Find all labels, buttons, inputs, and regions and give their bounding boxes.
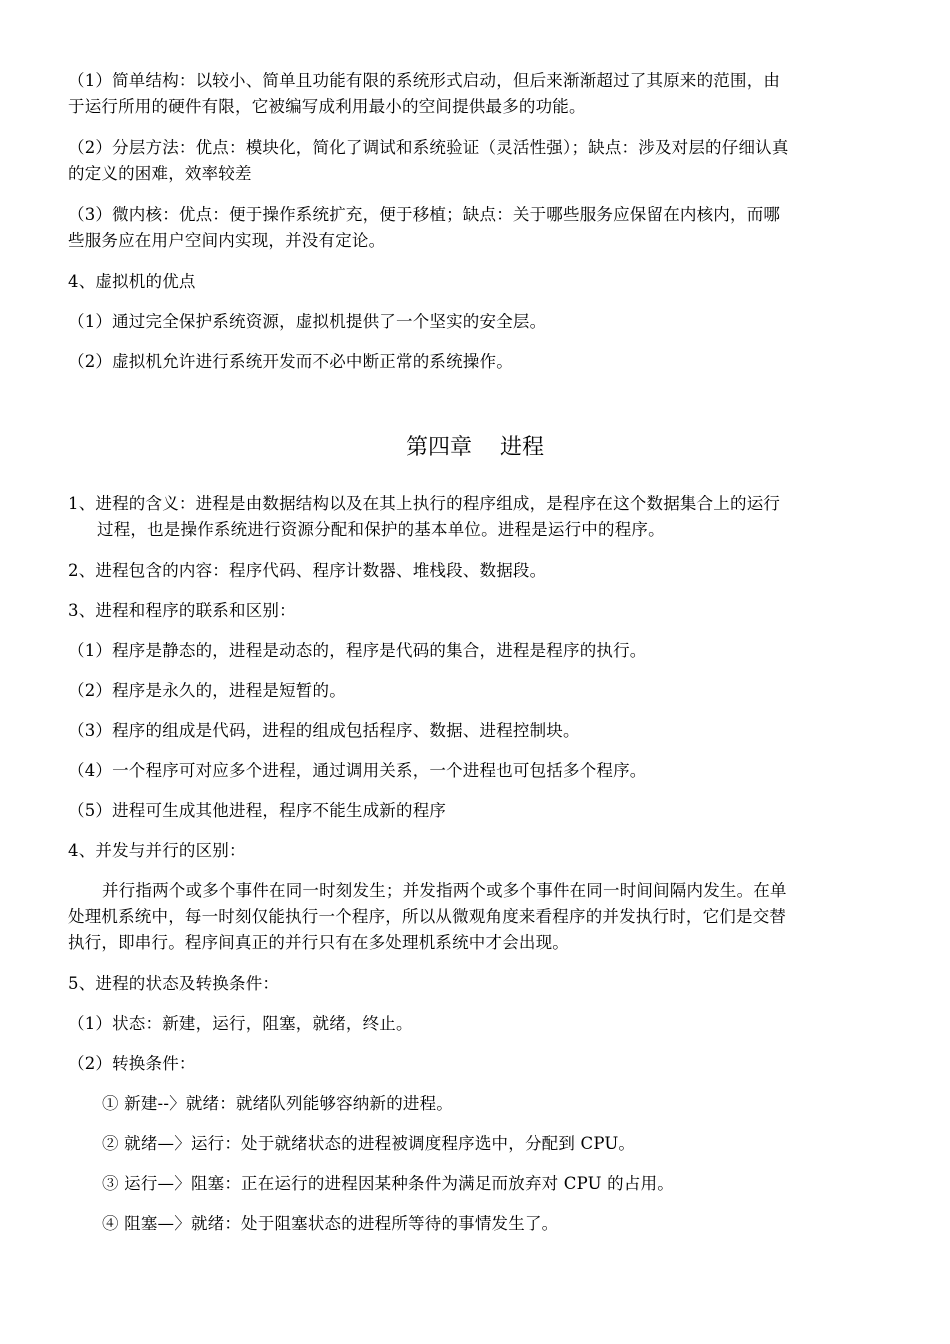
vm-advantage-2: （2）虚拟机允许进行系统开发而不必中断正常的系统操作。 [68, 352, 513, 371]
os-structure-simple-line2: 于运行所用的硬件有限，它被编写成利用最小的空间提供最多的功能。 [68, 97, 586, 116]
process-states-list: （1）状态：新建，运行，阻塞，就绪，终止。 [68, 1014, 413, 1033]
process-vs-program-2: （2）程序是永久的，进程是短暂的。 [68, 681, 346, 700]
vm-advantages-heading: 4、虚拟机的优点 [68, 272, 196, 291]
transition-blocked-ready: ④ 阻塞—〉就绪：处于阻塞状态的进程所等待的事情发生了。 [102, 1214, 559, 1233]
process-vs-program-5: （5）进程可生成其他进程，程序不能生成新的程序 [68, 801, 447, 820]
os-structure-microkernel-line2: 些服务应在用户空间内实现，并没有定论。 [68, 231, 386, 250]
os-structure-layered-line1: （2）分层方法：优点：模块化，简化了调试和系统验证（灵活性强）；缺点：涉及对层的仔细认真 [68, 138, 789, 157]
process-definition-line1: 1、进程的含义：进程是由数据结构以及在其上执行的程序组成，是程序在这个数据集合上的运行 [68, 494, 781, 513]
transition-new-ready: ① 新建--〉就绪：就绪队列能够容纳新的进程。 [102, 1094, 453, 1113]
vm-advantage-1: （1）通过完全保护系统资源，虚拟机提供了一个坚实的安全层。 [68, 312, 547, 331]
os-structure-layered-line2: 的定义的困难，效率较差 [68, 164, 252, 183]
chapter-name: 进程 [500, 435, 545, 460]
chapter-number: 第四章 [405, 435, 472, 460]
process-vs-program-4: （4）一个程序可对应多个进程，通过调用关系，一个进程也可包括多个程序。 [68, 761, 647, 780]
transition-running-blocked: ③ 运行—〉阻塞：正在运行的进程因某种条件为满足而放弃对 CPU 的占用。 [102, 1174, 674, 1193]
os-structure-simple-line1: （1）简单结构：以较小、简单且功能有限的系统形式启动，但后来渐渐超过了其原来的范围，由 [68, 71, 781, 90]
os-structure-microkernel-line1: （3）微内核：优点：便于操作系统扩充，便于移植；缺点：关于哪些服务应保留在内核内，而哪 [68, 205, 781, 224]
concurrency-paragraph-line3: 执行，即串行。程序间真正的并行只有在多处理机系统中才会出现。 [68, 933, 569, 952]
process-states-heading: 5、进程的状态及转换条件： [68, 974, 280, 993]
process-vs-program-1: （1）程序是静态的，进程是动态的，程序是代码的集合，进程是程序的执行。 [68, 641, 647, 660]
transition-ready-running: ② 就绪—〉运行：处于就绪状态的进程被调度程序选中，分配到 CPU。 [102, 1134, 636, 1153]
process-contents: 2、进程包含的内容：程序代码、程序计数器、堆栈段、数据段。 [68, 561, 547, 580]
chapter-title [0, 433, 950, 463]
concurrency-paragraph-line2: 处理机系统中，每一时刻仅能执行一个程序，所以从微观角度来看程序的并发执行时，它们是交替 [68, 907, 787, 926]
concurrency-paragraph-line1: 并行指两个或多个事件在同一时刻发生；并发指两个或多个事件在同一时间间隔内发生。在单 [102, 881, 787, 900]
process-vs-program-heading: 3、进程和程序的联系和区别： [68, 601, 296, 620]
concurrency-vs-parallel-heading: 4、并发与并行的区别： [68, 841, 246, 860]
process-vs-program-3: （3）程序的组成是代码，进程的组成包括程序、数据、进程控制块。 [68, 721, 580, 740]
transition-conditions-heading: （2）转换条件： [68, 1054, 196, 1073]
process-definition-line2: 过程，也是操作系统进行资源分配和保护的基本单位。进程是运行中的程序。 [97, 520, 665, 539]
